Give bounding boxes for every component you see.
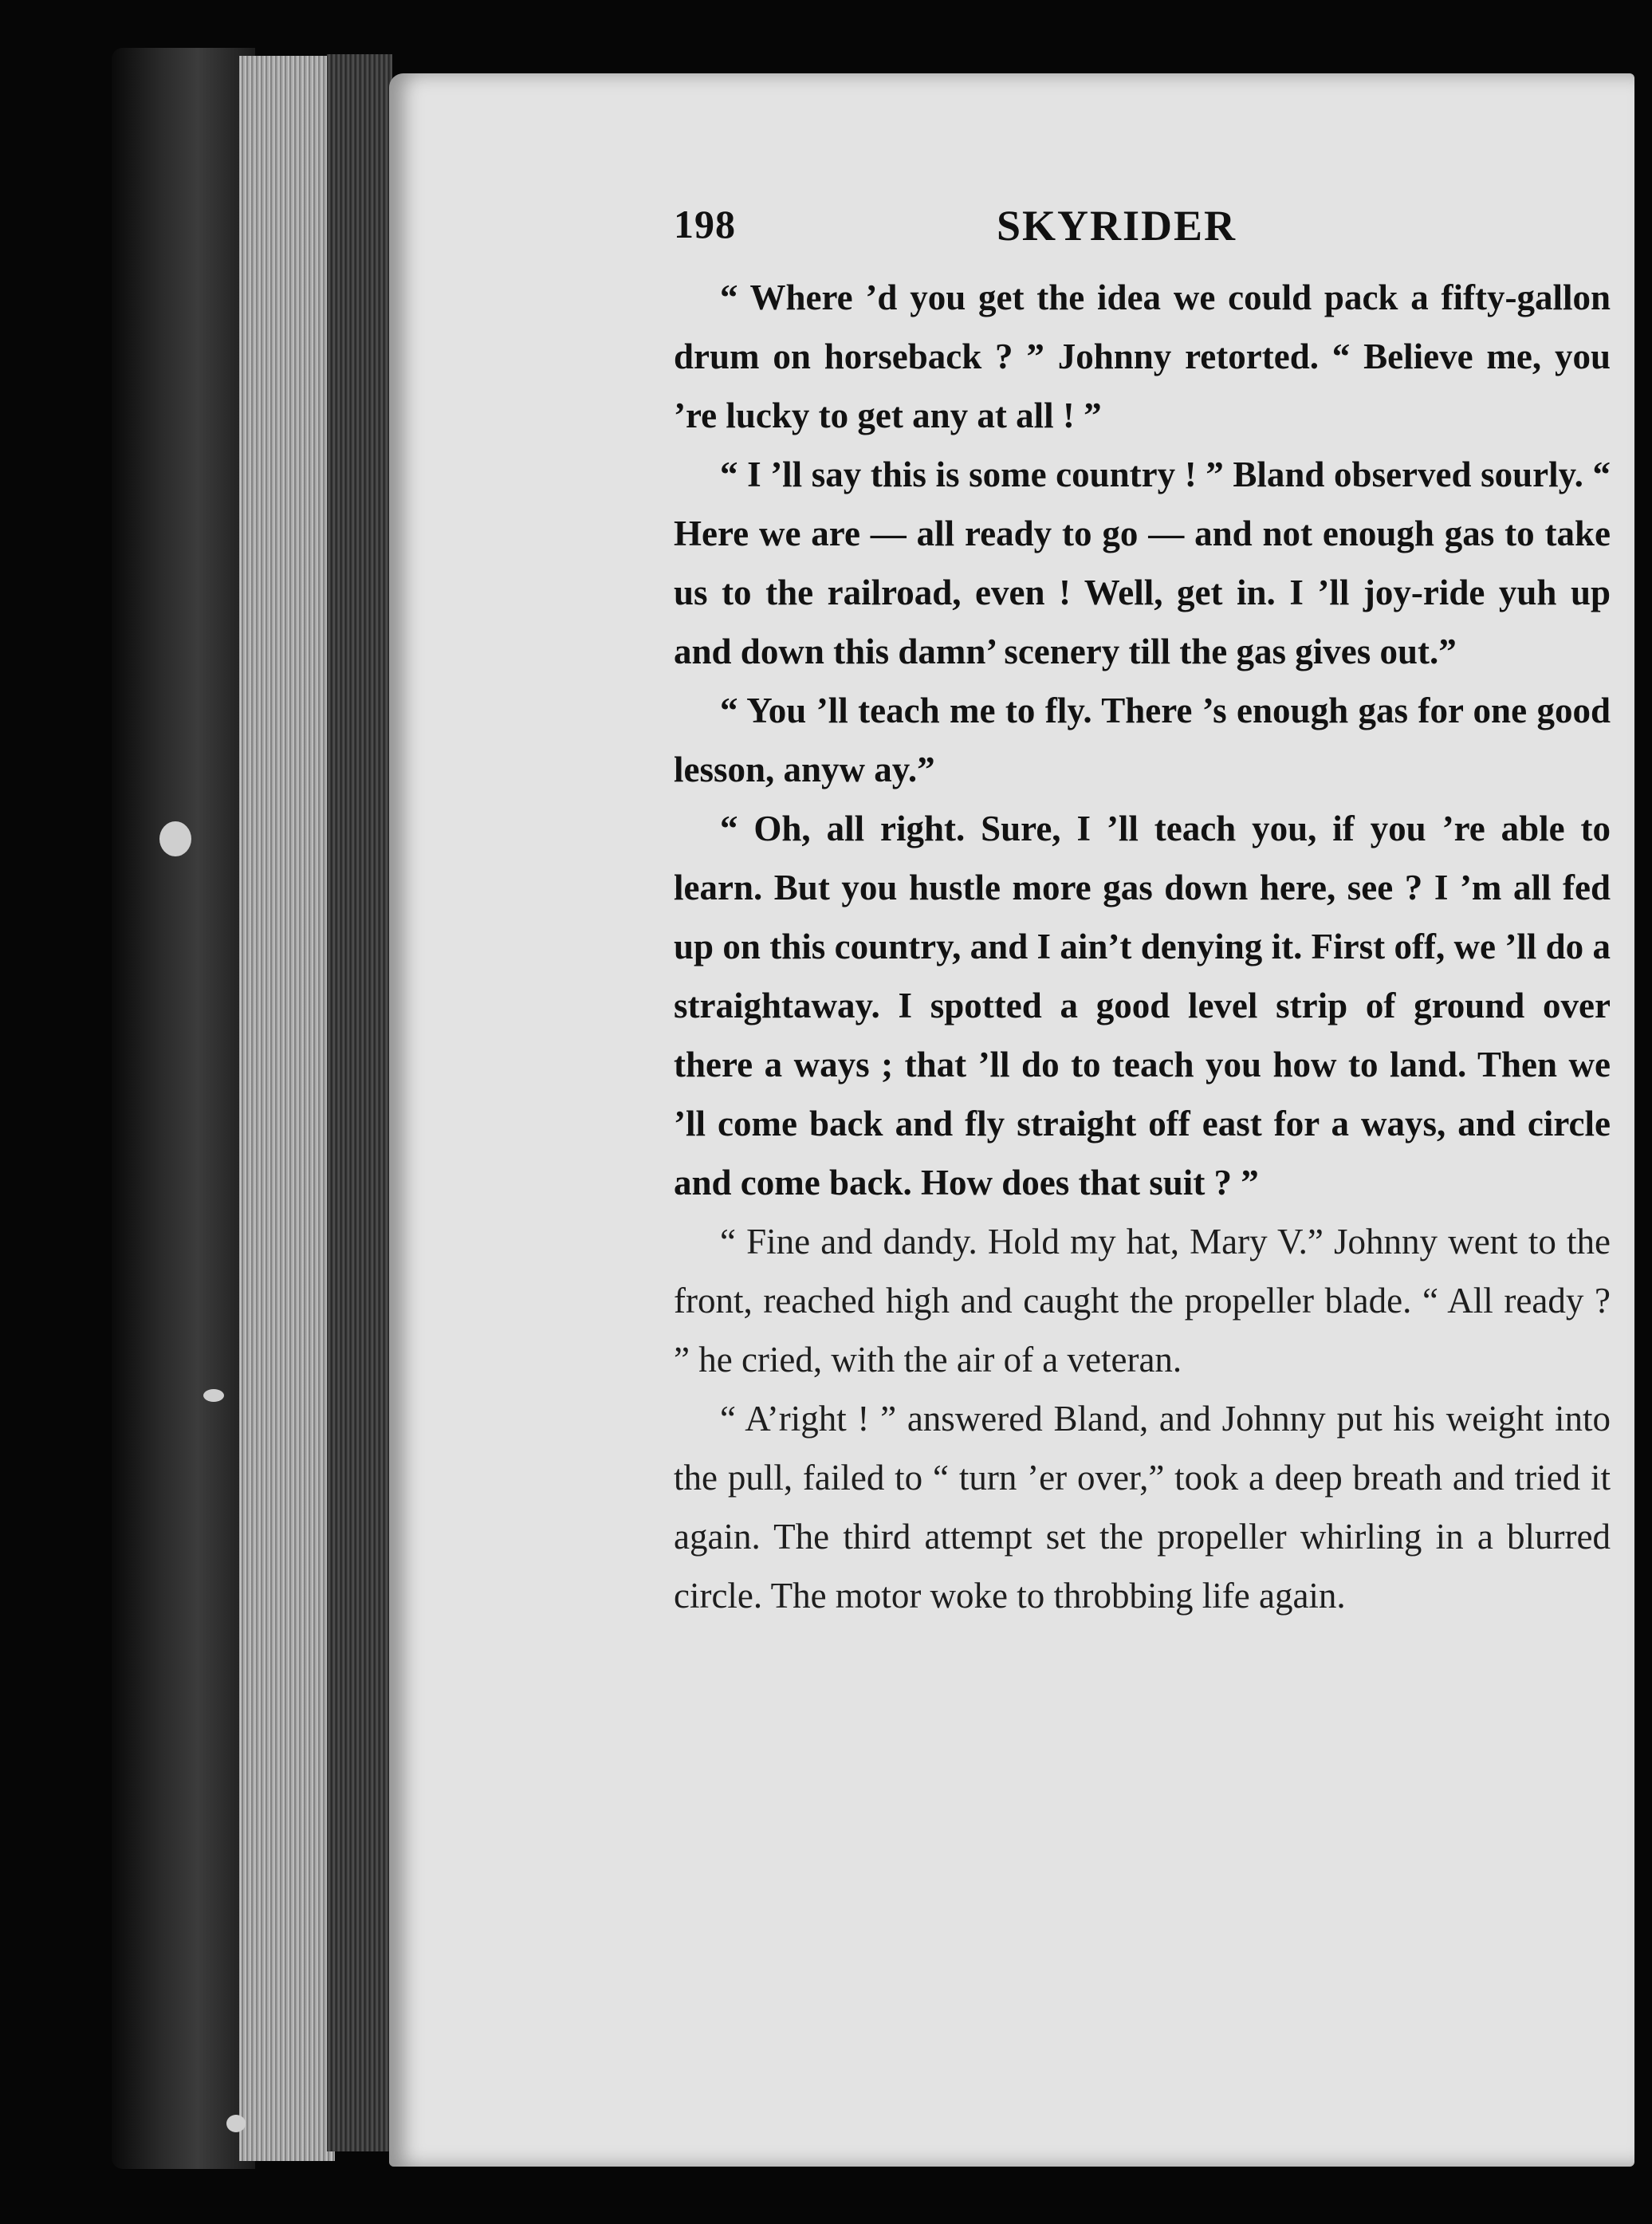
paragraph: “ You ’ll teach me to fly. There ’s enough gas for one good lesson, anyw ay.” — [674, 691, 1611, 789]
book-spine — [112, 48, 255, 2169]
running-title: SKYRIDER — [997, 202, 1237, 250]
book-page — [389, 73, 1634, 2167]
paragraph: “ Fine and dandy. Hold my hat, Mary V.” Johnny went to the front, reached high and caught the propeller blade. “ All ready ? ” he cried, with the air of a veteran. — [674, 1222, 1611, 1380]
paragraph: “ I ’ll say this is some country ! ” Bland observed sourly. “ Here we are — all ready to go — and not enough gas to take us to the railroad, even ! Well, get in. I ’ll joy-ride yuh up and down this damn’ scenery till the gas gives out.” — [674, 455, 1611, 671]
page-edges — [239, 56, 335, 2161]
paragraph: “ Where ’d you get the idea we could pack a fifty-gallon drum on horseback ? ” Johnny retorted. “ Believe me, you ’re lucky to get any at all ! ” — [674, 278, 1611, 435]
page-number: 198 — [674, 202, 736, 246]
inner-page-edges — [327, 54, 392, 2151]
dust-speck — [203, 1389, 224, 1402]
running-head — [674, 201, 1611, 257]
paragraph: “ A’right ! ” answered Bland, and Johnny put his weight into the pull, failed to “ turn ’er over,” took a deep breath and tried it again. The third attempt set the propeller whirling in a blurred circle. The motor woke to throbbing life again. — [674, 1399, 1611, 1616]
dust-speck — [159, 821, 191, 856]
dust-speck — [226, 2115, 246, 2132]
page-content — [674, 201, 1611, 1625]
body-text — [674, 268, 1611, 1625]
paragraph: “ Oh, all right. Sure, I ’ll teach you, if you ’re able to learn. But you hustle more gas down here, see ? I ’m all fed up on this country, and I ain’t denying it. First off, we ’ll do a straightaway. I spotted a good level strip of ground over there a ways ; that ’ll do to teach you how to land. Then we ’ll come back and fly straight off east for a ways, and circle and come back. How does that suit ? ” — [674, 809, 1611, 1203]
